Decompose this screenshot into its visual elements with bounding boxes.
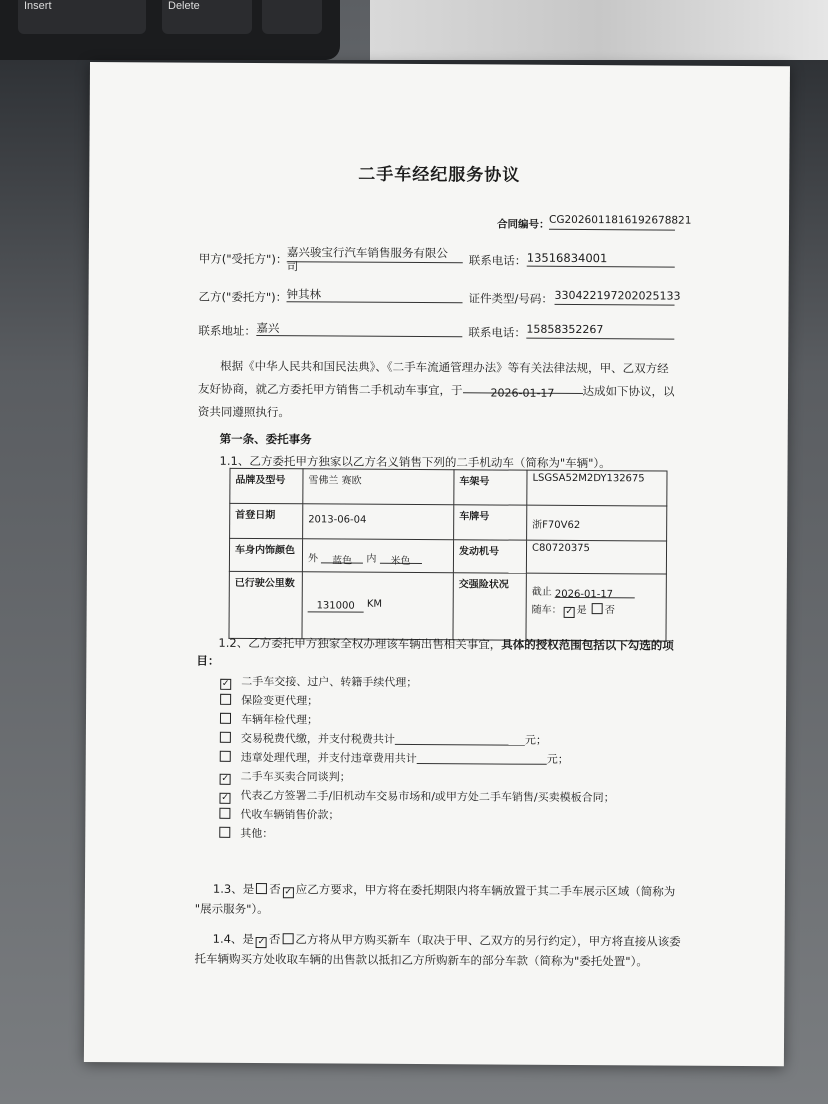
option-label: 代表乙方签署二手/旧机动车交易市场和/或甲方处二手车销售/买卖模板合同； bbox=[240, 788, 615, 805]
with-car-yes-checkbox[interactable]: ✓ bbox=[565, 606, 573, 617]
blank-key bbox=[262, 0, 322, 34]
option-checkbox[interactable] bbox=[220, 732, 231, 743]
vin-label: 车架号 bbox=[454, 470, 527, 505]
insurance-until-row bbox=[532, 584, 661, 603]
option-checkbox[interactable]: ✓ bbox=[221, 678, 230, 689]
table-row bbox=[229, 538, 666, 574]
party-b-phone-label: 联系电话： bbox=[468, 325, 526, 340]
mileage-value: 131000 bbox=[308, 600, 364, 612]
with-car-label: 随车： bbox=[531, 604, 562, 616]
party-a-name bbox=[287, 245, 448, 274]
intro-line1: 根据《中华人民共和国民法典》、《二手车流通管理办法》等有关法律法规，甲、乙双方经 bbox=[220, 358, 669, 376]
option-item bbox=[217, 806, 339, 823]
table-row bbox=[230, 503, 667, 541]
table-row bbox=[230, 468, 667, 506]
clause-1-1: 1.1、乙方委托甲方独家以乙方名义销售下列的二手机动车（简称为"车辆"）。 bbox=[219, 453, 611, 471]
option-item bbox=[217, 825, 273, 841]
option-checkbox[interactable] bbox=[220, 751, 231, 762]
clause-1-2-line1 bbox=[218, 635, 673, 654]
clause-1-3-no-checkbox[interactable]: ✓ bbox=[284, 887, 293, 898]
clause-1-3-no-label: 否 bbox=[269, 882, 281, 897]
brand-label: 品牌及型号 bbox=[230, 468, 303, 503]
mileage-unit: KM bbox=[366, 598, 383, 610]
option-item bbox=[218, 768, 351, 786]
option-checkbox[interactable]: ✓ bbox=[221, 792, 229, 803]
intro-line3: 资共同遵照执行。 bbox=[197, 404, 290, 420]
clause-1-2-a: 1.2、乙方委托甲方独家全权办理该车辆出售相关事宜， bbox=[218, 635, 502, 652]
with-car-yes-label: 是 bbox=[576, 604, 587, 617]
id-label: 证件类型/号码： bbox=[468, 291, 553, 306]
option-item bbox=[218, 673, 417, 691]
insurance-until-value: 2026-01-17 bbox=[555, 586, 635, 598]
plate-value: 浙F70V62 bbox=[527, 505, 667, 541]
option-checkbox[interactable] bbox=[220, 694, 231, 705]
party-a-phone-label: 联系电话： bbox=[468, 253, 527, 268]
option-item bbox=[218, 749, 569, 767]
color-in-value: 米色 bbox=[380, 552, 422, 564]
contract-no-label: 合同编号： bbox=[496, 218, 550, 231]
reg-value: 2013-06-04 bbox=[303, 504, 454, 540]
option-label: 违章处理代理，并支付违章费用共计 bbox=[240, 750, 417, 766]
article1-title: 第一条、委托事务 bbox=[219, 431, 312, 447]
insurance-until-label: 截止 bbox=[531, 586, 552, 598]
option-label: 保险变更代理； bbox=[241, 693, 319, 708]
tax-amount-field[interactable] bbox=[395, 733, 525, 746]
intro-line2-b: 达成如下协议，以 bbox=[582, 384, 675, 399]
reg-label: 首登日期 bbox=[230, 503, 303, 538]
color-value bbox=[302, 539, 453, 573]
clause-1-4-line1 bbox=[213, 931, 681, 951]
option-item bbox=[218, 692, 318, 709]
keyboard-background bbox=[0, 0, 340, 60]
option-label: 其他： bbox=[240, 826, 274, 841]
clause-1-3-b: 应乙方要求，甲方将在委托期限内将车辆放置于其二手车展示区域（简称为 bbox=[295, 882, 676, 899]
option-label: 车辆年检代理； bbox=[240, 712, 319, 727]
color-out-value: 蓝色 bbox=[321, 551, 363, 563]
insurance-value-cell bbox=[526, 573, 666, 641]
mileage-label: 已行驶公里数 bbox=[229, 571, 302, 638]
clause-1-3-yes-checkbox[interactable] bbox=[256, 883, 267, 894]
vin-value: LSGSA52M2DY132675 bbox=[527, 470, 667, 506]
party-b-address: 嘉兴 bbox=[256, 320, 462, 337]
color-label: 车身内饰颜色 bbox=[229, 538, 302, 571]
intro-line2-a: 友好协商，就乙方委托甲方销售二手机动车事宜，于 bbox=[197, 381, 463, 398]
clause-1-4-no-checkbox[interactable] bbox=[282, 933, 293, 944]
option-label: 二手车买卖合同谈判； bbox=[240, 769, 351, 784]
engine-value: C80720375 bbox=[526, 540, 666, 574]
violation-amount-field[interactable] bbox=[417, 752, 547, 765]
option-checkbox[interactable]: ✓ bbox=[221, 773, 229, 784]
option-label: 代收车辆销售价款； bbox=[240, 807, 340, 822]
table-row bbox=[229, 571, 666, 641]
option-checkbox[interactable] bbox=[219, 827, 230, 838]
party-b-id: 330422197202025133 bbox=[555, 289, 675, 306]
clause-1-4-c: 托车辆购买方处收取车辆的出售款以抵扣乙方所购新车的部分车款（简称为"委托处置"）。 bbox=[194, 951, 648, 969]
contract-paper bbox=[84, 62, 790, 1066]
mileage-value-cell bbox=[302, 572, 453, 640]
with-car-row bbox=[532, 602, 661, 621]
option-suffix: 元； bbox=[524, 733, 547, 747]
option-item bbox=[218, 711, 318, 728]
doc-title: 二手车经纪服务协议 bbox=[358, 164, 521, 186]
clause-1-2-c: 目： bbox=[196, 653, 220, 668]
clause-1-3-line1 bbox=[213, 881, 675, 901]
with-car-no-label: 否 bbox=[604, 605, 615, 617]
intro-date: 2026-01-17 bbox=[462, 381, 582, 394]
party-a-phone: 13516834001 bbox=[527, 251, 675, 268]
option-item bbox=[218, 730, 547, 748]
brand-value: 雪佛兰 赛欧 bbox=[303, 469, 454, 505]
clause-1-4-no-label: 否 bbox=[268, 932, 281, 947]
option-checkbox[interactable] bbox=[220, 713, 231, 724]
contract-no-value: CG20260118161926788​21 bbox=[549, 214, 675, 231]
party-a-name-line2: 司 bbox=[286, 259, 299, 274]
option-label: 二手车交接、过户、转籍手续代理； bbox=[241, 674, 418, 690]
intro-line2 bbox=[198, 378, 675, 404]
address-label: 联系地址： bbox=[198, 323, 256, 339]
option-suffix: 元； bbox=[546, 752, 569, 766]
party-a-name-line1: 嘉兴骏宝行汽车销售服务有限公 bbox=[286, 245, 448, 261]
insert-key: Insert bbox=[18, 0, 146, 34]
party-b-name: 钟其林 bbox=[287, 286, 463, 303]
option-label: 交易税费代缴，并支付税费共计 bbox=[240, 731, 395, 746]
option-item bbox=[217, 787, 614, 806]
color-out-label: 外 bbox=[307, 553, 319, 565]
delete-key: Delete bbox=[162, 0, 252, 34]
plate-label: 车牌号 bbox=[454, 505, 527, 540]
party-a-label: 甲方("受托方")： bbox=[198, 251, 288, 267]
clause-1-4-b: 乙方将从甲方购买新车（取决于甲、乙双方的另行约定），甲方将直接从该委 bbox=[295, 932, 681, 949]
vehicle-table bbox=[228, 468, 667, 642]
color-in-label: 内 bbox=[366, 553, 377, 565]
clause-1-4-yes-checkbox[interactable]: ✓ bbox=[257, 937, 266, 948]
clause-1-2-b: 具体的授权范围包括以下勾选的项 bbox=[501, 637, 674, 653]
engine-label: 发动机号 bbox=[453, 540, 526, 573]
clause-1-3-a: 1.3、是 bbox=[212, 881, 255, 897]
party-b-phone: 15858352267 bbox=[526, 323, 674, 340]
clause-1-4-a: 1.4、是 bbox=[212, 931, 254, 947]
party-b-label: 乙方("委托方")： bbox=[198, 289, 288, 305]
clause-1-3-c: "展示服务"）。 bbox=[194, 901, 269, 917]
option-checkbox[interactable] bbox=[219, 808, 230, 819]
background-photo bbox=[370, 0, 828, 60]
insurance-label: 交强险状况 bbox=[453, 573, 526, 640]
with-car-no-checkbox[interactable] bbox=[592, 603, 603, 614]
